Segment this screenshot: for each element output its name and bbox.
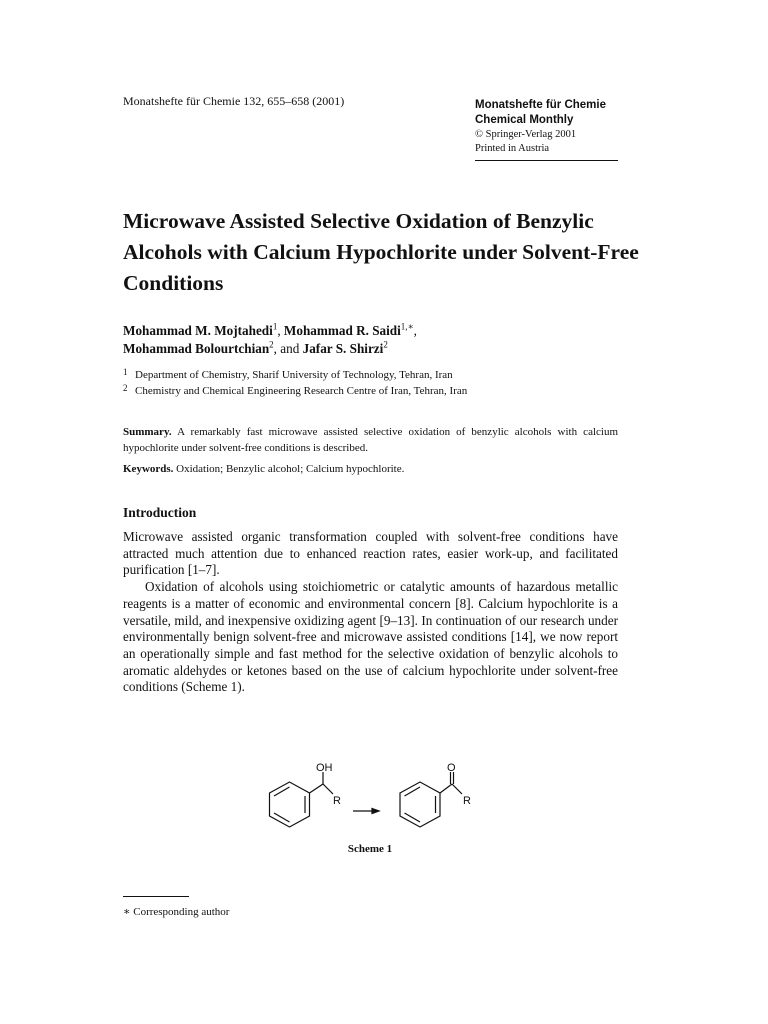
paragraph: Oxidation of alcohols using stoichiometric or catalytic amounts of hazardous metallic reagents is a matter of economic and environmental concern [8]. Calcium hypochlorite is a versatile, mild, and inexpensive oxidizing agent [9–13]. In continuation of our research under environmentally benign solvent-free and microwave assisted conditions [14], we now report an operationally simple and fast method for the selective oxidation of benzylic alcohols to aromatic aldehydes or ketones based on the use of calcium hypochlorite under solvent-free conditions (Scheme 1). <box>123 579 618 695</box>
introduction-body <box>123 529 618 696</box>
printed-line: Printed in Austria <box>475 143 550 154</box>
author-name: Jafar S. Shirzi <box>302 341 384 356</box>
section-heading-introduction: Introduction <box>123 505 197 520</box>
author-sup: 2 <box>269 339 274 350</box>
paragraph: Microwave assisted organic transformation coupled with solvent-free conditions have attracted much attention due to enhanced reaction rates, easier work-up, and facilitated purification [1–7]. <box>123 529 618 578</box>
author-list: Mohammad M. Mojtahedi$^1$, Mohammad R. Saidi$^{1,∗}$, Mohammad Bolourtchian$^2$, and Jafar S. Shirzi$^2$ <box>123 321 417 356</box>
summary-text: A remarkably fast microwave assisted selective oxidation of benzylic alcohols with calcium hypochlorite under solvent-free conditions is described. <box>123 426 618 454</box>
summary-label: Summary. <box>123 426 172 438</box>
author-name: Mohammad R. Saidi <box>283 323 401 338</box>
affiliation-text: Department of Chemistry, Sharif University of Technology, Tehran, Iran <box>135 369 453 381</box>
scheme-caption: Scheme 1 <box>347 843 393 855</box>
author-sup: 1 <box>272 321 278 332</box>
journal-brand-block <box>475 98 618 161</box>
footnote <box>123 905 229 918</box>
footnote-text: Corresponding author <box>133 906 230 918</box>
reactant-oh-label: OH <box>316 762 333 774</box>
affiliation-text: Chemistry and Chemical Engineering Research Centre of Iran, Tehran, Iran <box>135 384 468 397</box>
product-o-label: O <box>447 762 456 774</box>
affiliation-item: 1 Department of Chemistry, Sharif University of Technology, Tehran, Iran <box>123 367 453 381</box>
author-sup: 1,∗ <box>400 321 414 332</box>
scheme-1-reaction <box>258 758 488 838</box>
journal-name: Monatshefte für Chemie <box>475 99 606 111</box>
reactant-r-label: R <box>333 795 341 807</box>
affiliations <box>123 368 683 399</box>
author-name: Mohammad M. Mojtahedi <box>123 323 273 338</box>
brand-rule <box>475 160 618 161</box>
author-name: Mohammad Bolourtchian <box>123 341 270 356</box>
product-r-label: R <box>463 795 471 807</box>
keywords <box>123 462 618 478</box>
footnote-rule <box>123 896 189 897</box>
copyright-line: © Springer-Verlag 2001 <box>475 129 577 140</box>
summary <box>123 425 618 456</box>
product-structure <box>400 772 462 827</box>
article-title: Microwave Assisted Selective Oxidation of Benzylic Alcohols with Calcium Hypochlorite under Solvent-Free Conditions <box>123 209 639 295</box>
footnote-mark: ∗ <box>123 906 131 918</box>
author-sup: 2 <box>383 339 388 350</box>
journal-citation: Monatshefte für Chemie 132, 655–658 (2001) <box>123 94 345 108</box>
keywords-label: Keywords. <box>123 463 174 475</box>
keywords-text: Oxidation; Benzylic alcohol; Calcium hypochlorite. <box>176 463 405 475</box>
reactant-structure <box>270 772 334 827</box>
affiliation-item: 2 Chemistry and Chemical Engineering Research Centre of Iran, Tehran, Iran <box>123 382 468 397</box>
author-conjunction: and <box>280 341 300 356</box>
journal-subtitle: Chemical Monthly <box>475 114 574 126</box>
reaction-arrow <box>353 809 379 814</box>
